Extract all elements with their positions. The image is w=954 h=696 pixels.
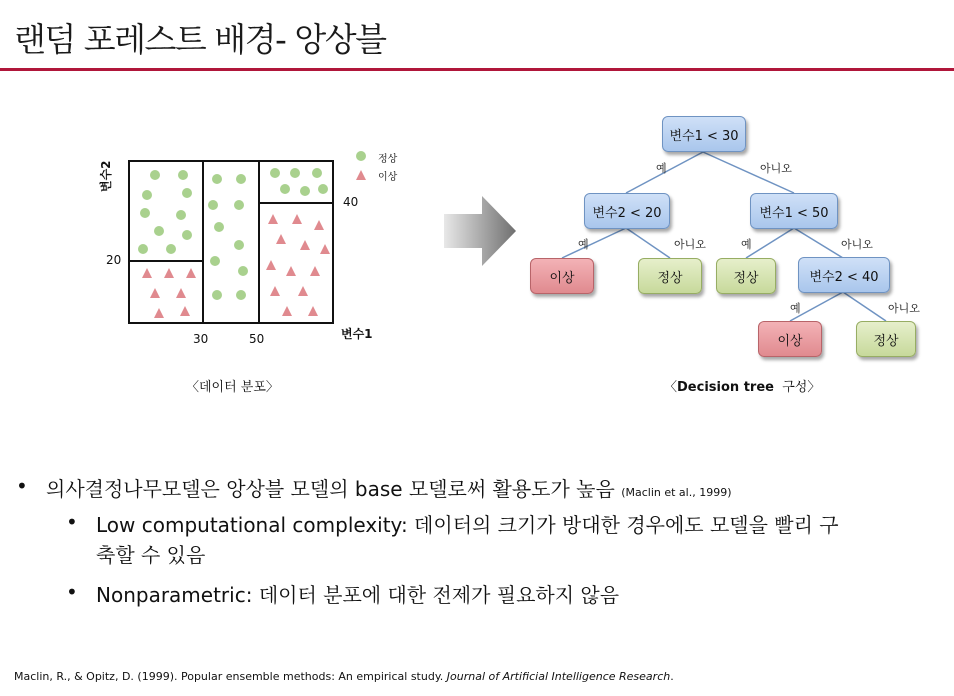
- sub-bullet-marker: •: [66, 580, 78, 604]
- split-x50: [258, 162, 260, 322]
- abnormal-point: [300, 240, 310, 250]
- abnormal-point: [282, 306, 292, 316]
- y-tick-20: 20: [106, 253, 122, 267]
- legend-abnormal-label: 이상: [378, 172, 398, 183]
- normal-point: [182, 188, 192, 198]
- normal-point: [300, 186, 310, 196]
- abnormal-point: [180, 306, 190, 316]
- y-axis-label: 변수2: [99, 160, 113, 192]
- normal-point: [234, 200, 244, 210]
- normal-point: [238, 266, 248, 276]
- edge-yes-label: 예: [656, 162, 667, 175]
- arrow-right-icon: [444, 196, 516, 266]
- title-divider: [0, 68, 954, 71]
- normal-point: [270, 168, 280, 178]
- normal-point: [214, 222, 224, 232]
- normal-point: [176, 210, 186, 220]
- normal-point: [166, 244, 176, 254]
- legend-normal-label: 정상: [378, 154, 398, 165]
- edge-no-label: 아니오: [674, 238, 706, 251]
- abnormal-point: [142, 268, 152, 278]
- caption-close-bracket: 〉: [807, 380, 821, 395]
- sub-bullet-complexity: [96, 509, 839, 538]
- abnormal-point: [276, 234, 286, 244]
- abnormal-point: [308, 306, 318, 316]
- x-axis-label: 변수1: [341, 327, 373, 341]
- edge-no-label: 아니오: [760, 162, 792, 175]
- abnormal-point: [310, 266, 320, 276]
- split-y40: [258, 202, 334, 204]
- abnormal-point: [320, 244, 330, 254]
- legend-abnormal-marker: [356, 170, 366, 180]
- normal-point: [138, 244, 148, 254]
- edge-yes-label: 예: [578, 238, 589, 251]
- normal-point: [178, 170, 188, 180]
- edge-yes-label: 예: [790, 302, 801, 315]
- tree-leaf-normal: 정상: [716, 258, 776, 294]
- abnormal-point: [186, 268, 196, 278]
- abnormal-point: [314, 220, 324, 230]
- abnormal-point: [164, 268, 174, 278]
- data-distribution-caption: 〈데이터 분포〉: [186, 380, 279, 395]
- normal-point: [290, 168, 300, 178]
- bullet-main-text: 의사결정나무모델은 앙상블 모델의 base 모델로써 활용도가 높음: [46, 477, 615, 501]
- abnormal-point: [176, 288, 186, 298]
- tree-root-node: 변수1 < 30: [662, 116, 746, 152]
- caption-open-bracket: 〈: [664, 380, 678, 395]
- abnormal-point: [298, 286, 308, 296]
- normal-point: [140, 208, 150, 218]
- sub-bullet-marker: •: [66, 510, 78, 534]
- normal-point: [142, 190, 152, 200]
- reference-plain: Maclin, R., & Opitz, D. (1999). Popular ensemble methods: An empirical study.: [14, 670, 447, 683]
- bullet-marker: •: [16, 474, 28, 498]
- tree-leaf-normal: 정상: [856, 321, 916, 357]
- bullet-main: [46, 473, 732, 502]
- abnormal-point: [154, 308, 164, 318]
- abnormal-point: [270, 286, 280, 296]
- sub-bullet-nonparametric: [96, 579, 619, 608]
- page-title: 랜덤 포레스트 배경- 앙상블: [14, 20, 386, 59]
- normal-point: [212, 290, 222, 300]
- edge-yes-label: 예: [741, 238, 752, 251]
- split-y20: [130, 260, 202, 262]
- x-tick-30: 30: [193, 332, 209, 346]
- y-tick-40: 40: [343, 195, 359, 209]
- legend-normal-marker: [356, 151, 366, 161]
- normal-point: [234, 240, 244, 250]
- normal-point: [312, 168, 322, 178]
- decision-tree-caption: [664, 376, 820, 395]
- tree-node-left: 변수2 < 20: [584, 193, 670, 229]
- nonparametric-heading: Nonparametric: [96, 583, 246, 607]
- abnormal-point: [150, 288, 160, 298]
- abnormal-point: [268, 214, 278, 224]
- tree-leaf-normal: 정상: [638, 258, 702, 294]
- split-x30: [202, 162, 204, 322]
- reference-journal: Journal of Artificial Intelligence Research: [446, 670, 671, 683]
- reference-citation: [14, 670, 674, 683]
- scatter-plot-area: [128, 160, 334, 324]
- tree-node-right: 변수1 < 50: [750, 193, 838, 229]
- normal-point: [150, 170, 160, 180]
- complexity-text: : 데이터의 크기가 방대한 경우에도 모델을 빨리 구: [400, 513, 839, 537]
- tree-node-right-right: 변수2 < 40: [798, 257, 890, 293]
- normal-point: [212, 174, 222, 184]
- normal-point: [236, 174, 246, 184]
- normal-point: [182, 230, 192, 240]
- edge-no-label: 아니오: [841, 238, 873, 251]
- normal-point: [280, 184, 290, 194]
- edge-no-label: 아니오: [888, 302, 920, 315]
- normal-point: [154, 226, 164, 236]
- bullet-citation: (Maclin et al., 1999): [621, 486, 732, 499]
- x-tick-50: 50: [249, 332, 265, 346]
- normal-point: [210, 256, 220, 266]
- normal-point: [318, 184, 328, 194]
- nonparametric-text: : 데이터 분포에 대한 전제가 필요하지 않음: [245, 583, 620, 607]
- reference-end: .: [670, 670, 674, 683]
- abnormal-point: [266, 260, 276, 270]
- caption-bold: Decision tree: [677, 380, 774, 395]
- caption-rest: 구성: [782, 380, 808, 395]
- tree-leaf-abnormal: 이상: [758, 321, 822, 357]
- abnormal-point: [286, 266, 296, 276]
- normal-point: [208, 200, 218, 210]
- complexity-heading: Low computational complexity: [96, 513, 401, 537]
- abnormal-point: [292, 214, 302, 224]
- sub-bullet-complexity-continued: 축할 수 있음: [96, 543, 206, 567]
- tree-leaf-abnormal: 이상: [530, 258, 594, 294]
- normal-point: [236, 290, 246, 300]
